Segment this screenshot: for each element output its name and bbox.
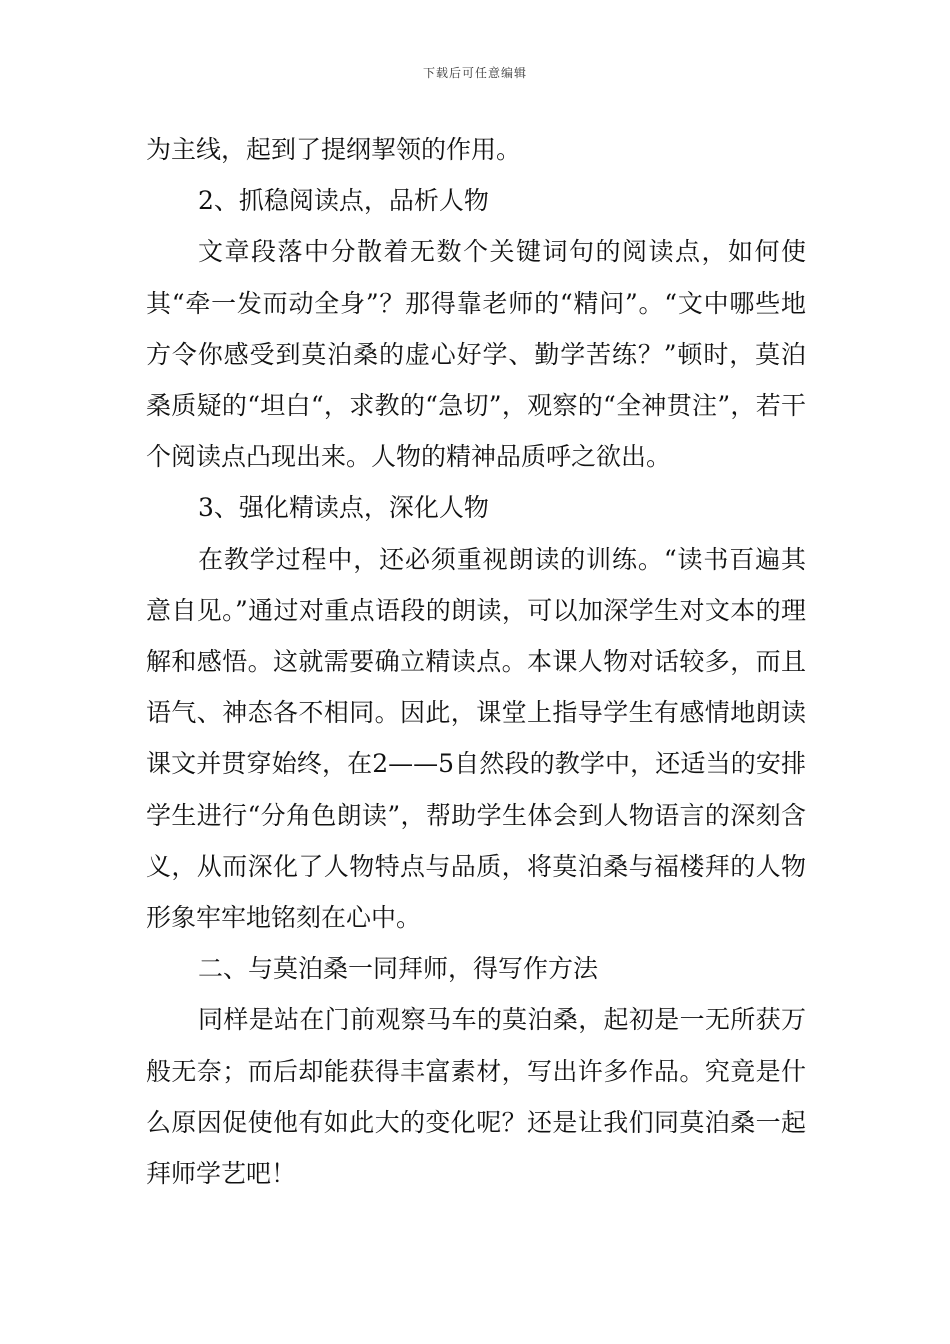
paragraph-writing-method: 同样是站在门前观察马车的莫泊桑，起初是一无所获万般无奈；而后却能获得丰富素材，写出许多作品。究竟是什么原因促使他有如此大的变化呢？还是让我们同莫泊桑一起拜师学艺吧！ [146, 1005, 806, 1189]
document-body [146, 124, 806, 1199]
section-heading-3: 3、强化精读点，深化人物 [198, 493, 489, 523]
paragraph-reading-points: 文章段落中分散着无数个关键词句的阅读点，如何使其“牵一发而动全身”？那得靠老师的“精问”。“文中哪些地方令你感受到莫泊桑的虚心好学、勤学苦练？”顿时，莫泊桑质疑的“坦白“，求教的“急切”，观察的“全神贯注”，若干个阅读点凸现出来。人物的精神品质呼之欲出。 [146, 237, 806, 472]
paragraph-intensive-reading: 在教学过程中，还必须重视朗读的训练。“读书百遍其意自见。”通过对重点语段的朗读，可以加深学生对文本的理解和感悟。这就需要确立精读点。本课人物对话较多，而且语气、神态各不相同。因此，课堂上指导学生有感情地朗读课文并贯穿始终，在2——5自然段的教学中，还适当的安排学生进行“分角色朗读”，帮助学生体会到人物语言的深刻含义，从而深化了人物特点与品质，将莫泊桑与福楼拜的人物形象牢牢地铭刻在心中。 [146, 544, 806, 933]
section-heading-part-two: 二、与莫泊桑一同拜师，得写作方法 [198, 954, 599, 984]
page-header-note: 下载后可任意编辑 [422, 66, 527, 80]
paragraph-continuation: 为主线，起到了提纲挈领的作用。 [146, 135, 522, 164]
section-heading-2: 2、抓稳阅读点，品析人物 [198, 186, 489, 216]
